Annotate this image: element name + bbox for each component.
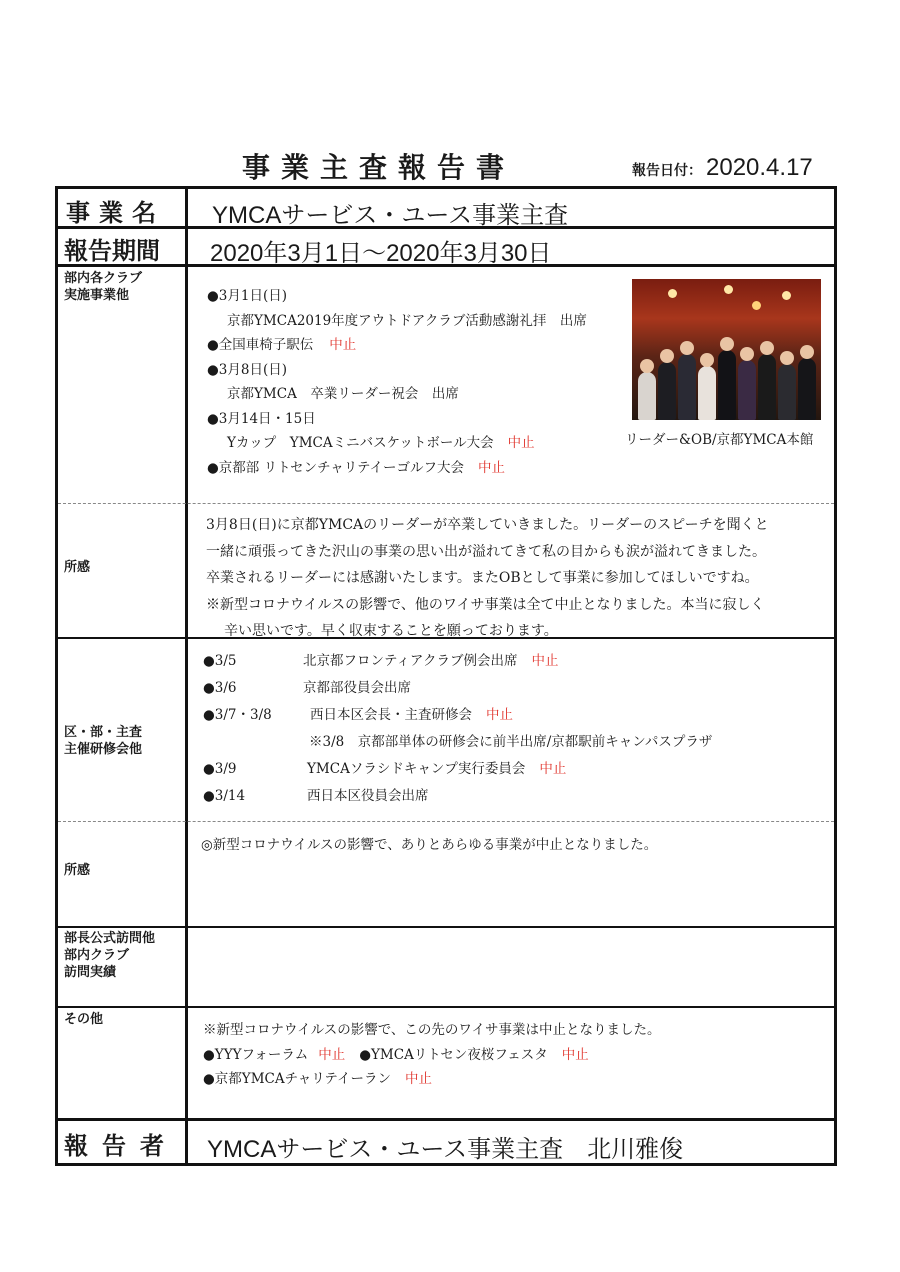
- row-rule: [55, 926, 837, 928]
- status-badge: 中止: [478, 459, 506, 476]
- status-badge: 中止: [404, 1071, 432, 1087]
- list-item: ●3/14 西日本区役員会出席: [203, 788, 429, 804]
- seminars-label: 区・部・主査 主催研修会他: [64, 725, 143, 757]
- list-item: ●3月8日(日): [207, 361, 287, 378]
- list-item: Yカップ YMCAミニバスケットボール大会 中止: [227, 435, 535, 451]
- reporter-value: YMCAサービス・ユース事業主査 北川雅俊: [207, 1136, 684, 1163]
- text-line: 一緒に頑張ってきた沢山の事業の思い出が溢れてきて私の目からも涙が溢れてきました。: [206, 543, 766, 560]
- text-line: 3月8日(日)に京都YMCAのリーダーが卒業していきました。リーダーのスピーチを聞くと: [206, 517, 769, 533]
- other-list: [203, 1018, 661, 1092]
- list-item: ●京都部 リトセンチャリテイーゴルフ大会 中止: [207, 459, 506, 476]
- report-date: [632, 154, 813, 182]
- status-badge: 中止: [507, 435, 535, 451]
- impression-text: ◎新型コロナウイルスの影響で、ありとあらゆる事業が中止となりました。: [201, 837, 658, 853]
- row-rule-dashed: [58, 503, 834, 504]
- status-badge: 中止: [561, 1046, 589, 1063]
- list-item: 京都YMCA2019年度アウトドアクラブ活動感謝礼拝 出席: [227, 312, 587, 329]
- impression-label: 所感: [64, 863, 91, 878]
- list-item: ●全国車椅子駅伝 中止: [207, 337, 357, 353]
- row-rule: [55, 1118, 837, 1121]
- photo-caption: リーダー&OB/京都YMCA本館: [625, 432, 814, 448]
- official-visits-label: 部長公式訪問他 部内クラブ 訪問実績: [64, 931, 156, 980]
- status-badge: 中止: [329, 337, 357, 353]
- status-badge: 中止: [539, 761, 567, 777]
- group-photo: [632, 279, 821, 420]
- list-item: ●3月1日(日): [207, 288, 287, 304]
- list-item: ●3月14日・15日: [207, 410, 316, 427]
- status-badge: 中止: [531, 653, 559, 669]
- report-period-value: 2020年3月1日〜2020年3月30日: [210, 240, 552, 267]
- text-line: 辛い思いです。早く収束することを願っております。: [224, 623, 558, 640]
- business-name-value: YMCAサービス・ユース事業主査: [212, 202, 569, 229]
- list-item: ●YYYフォーラム 中止 ●YMCAリトセン夜桜フェスタ 中止: [203, 1046, 589, 1063]
- status-badge: 中止: [318, 1046, 346, 1063]
- column-divider: [185, 186, 188, 1166]
- report-period-label: 報告期間: [64, 237, 160, 265]
- status-badge: 中止: [486, 707, 513, 723]
- list-item: ●3/5 北京都フロンティアクラブ例会出席 中止: [203, 653, 559, 669]
- business-name-label: 事業名: [66, 199, 165, 227]
- report-date-label: 報告日付：: [632, 163, 702, 179]
- reporter-label: 報告者: [64, 1132, 178, 1160]
- list-item: ●3/7・3/8 西日本区会長・主査研修会 中止: [203, 707, 513, 723]
- list-item: ●3/9 YMCAソラシドキャンプ実行委員会 中止: [203, 761, 567, 777]
- row-rule: [55, 1006, 837, 1008]
- row-rule-dashed: [58, 821, 834, 822]
- page-title: 事業主査報告書: [242, 151, 516, 184]
- text-line: ※新型コロナウイルスの影響で、他のワイサ事業は全て中止となりました。本当に寂しく: [206, 596, 765, 613]
- club-events-list: [207, 284, 587, 480]
- other-label: その他: [64, 1012, 104, 1027]
- club-events-label: 部内各クラブ 実施事業他: [64, 271, 143, 303]
- text-line: 卒業されるリーダーには感謝いたします。またOBとして事業に参加してほしいですね。: [206, 570, 759, 587]
- list-item: ※3/8 京都部単体の研修会に前半出席/京都駅前キャンパスプラザ: [309, 734, 713, 750]
- list-item: ●京都YMCAチャリテイーラン 中止: [203, 1071, 432, 1087]
- list-item: 京都YMCA 卒業リーダー祝会 出席: [227, 386, 459, 402]
- seminars-list: [203, 648, 712, 810]
- impression-text: [206, 512, 769, 645]
- list-item: ●3/6 京都部役員会出席: [203, 680, 411, 696]
- impression-label: 所感: [64, 560, 91, 575]
- report-date-value: 2020.4.17: [706, 154, 813, 181]
- text-line: ※新型コロナウイルスの影響で、この先のワイサ事業は中止となりました。: [203, 1022, 661, 1038]
